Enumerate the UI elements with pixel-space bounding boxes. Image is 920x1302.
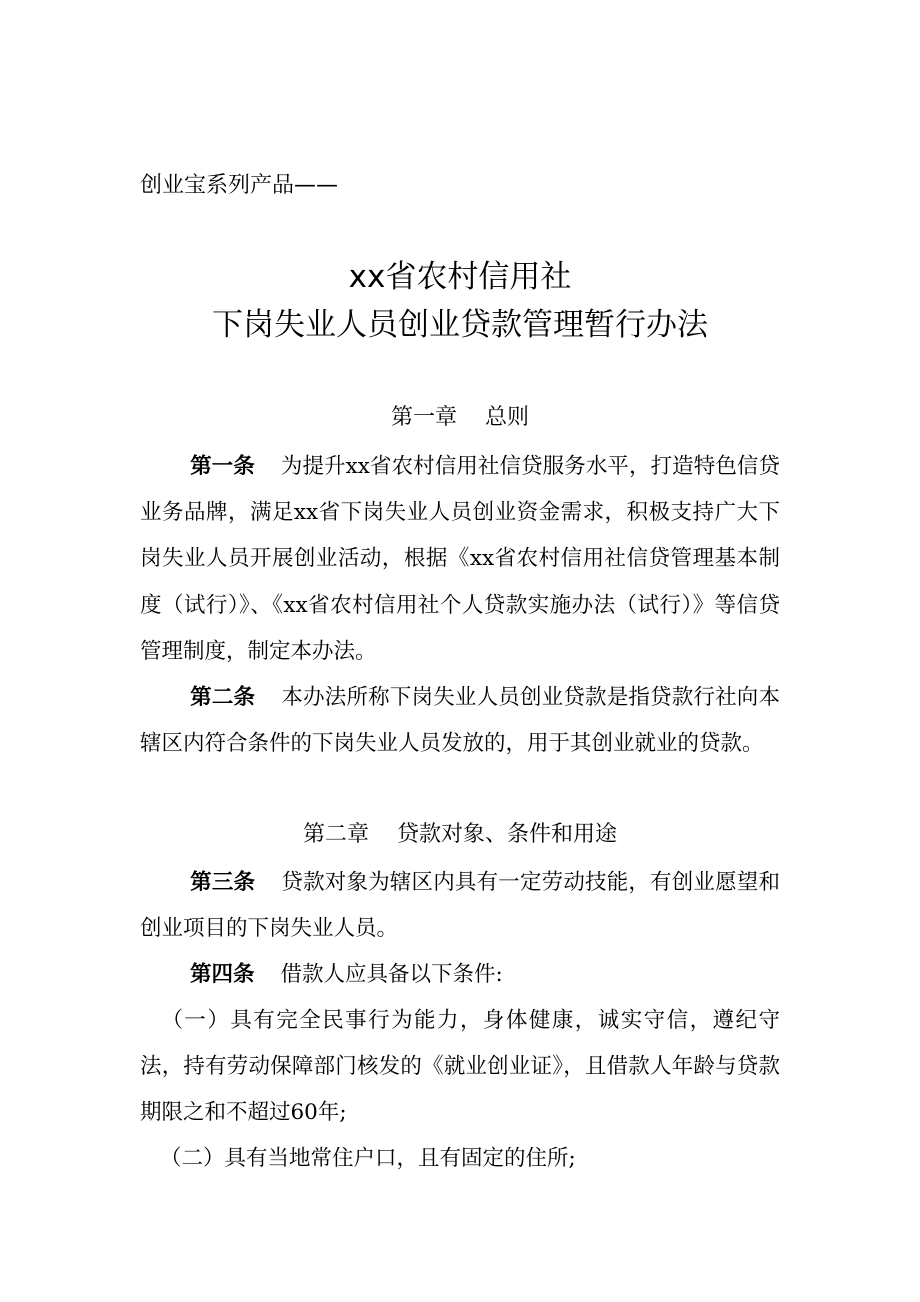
article-1-text: 为提升xx省农村信用社信贷服务水平，打造特色信贷业务品牌，满足xx省下岗失业人员创业资金需求，积极支持广大下岗失业人员开展创业活动，根据《xx省农村信用社信贷管理基本制度（试行）》、《xx省农村信用社个人贷款实施办法（试行）》等信贷管理制度，制定本办法。 (140, 454, 780, 664)
list-item-1-text: （一）具有完全民事行为能力，身体健康，诚实守信，遵纪守法，持有劳动保障部门核发的《就业创业证》，且借款人年龄与贷款期限之和不超过60年; (140, 1008, 780, 1126)
article-3-label: 第三条 (190, 870, 256, 895)
article-4-text: 借款人应具备以下条件: (280, 962, 503, 987)
chapter-heading-1: 第一章 总则 (391, 405, 529, 430)
article-4 (140, 952, 780, 998)
article-3 (140, 860, 780, 952)
document-title-line-2: 下岗失业人员创业贷款管理暂行办法 (212, 307, 708, 343)
list-item-2 (140, 1136, 780, 1182)
list-item-2-text: （二）具有当地常住户口，且有固定的住所; (160, 1146, 576, 1171)
article-2-text: 本办法所称下岗失业人员创业贷款是指贷款行社向本辖区内符合条件的下岗失业人员发放的，用于其创业就业的贷款。 (140, 685, 780, 757)
article-1 (140, 444, 780, 675)
list-item-1 (140, 998, 780, 1137)
article-2-label: 第二条 (190, 685, 256, 710)
article-3-text: 贷款对象为辖区内具有一定劳动技能，有创业愿望和创业项目的下岗失业人员。 (140, 870, 780, 942)
article-1-label: 第一条 (190, 454, 255, 479)
article-2 (140, 675, 780, 767)
article-4-label: 第四条 (190, 962, 255, 987)
document-title-line-1: xx省农村信用社 (348, 259, 572, 295)
chapter-heading-2: 第二章 贷款对象、条件和用途 (303, 822, 617, 847)
series-label: 创业宝系列产品—— (140, 173, 339, 198)
